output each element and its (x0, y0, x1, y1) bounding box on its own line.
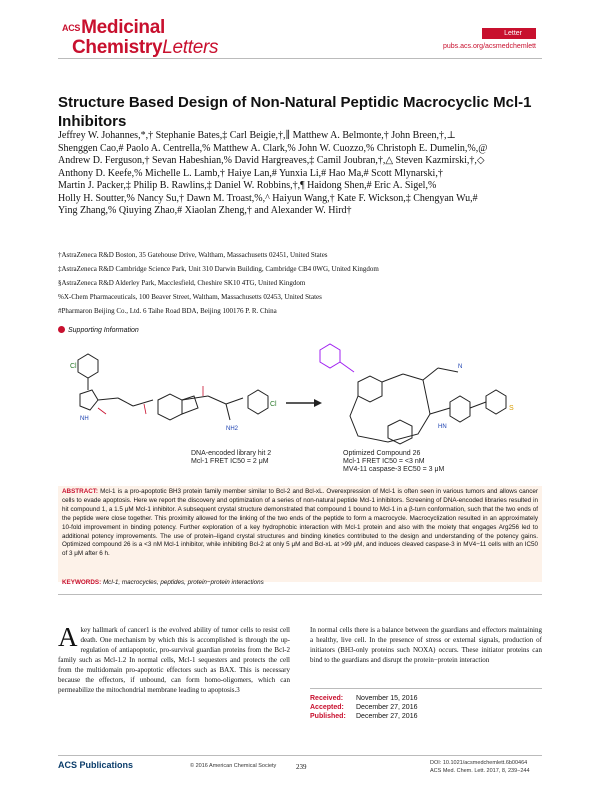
body-paragraph: key hallmark of cancer1 is the evolved ability of tumor cells to resist cell death. One mechanism by which this is accomplished is through the up-regulation of antiapoptotic, pro-survival guardian proteins from the Bcl-2 family such as Mcl-1.2 In normal cells, Mcl-1 sequesters and protects the cell from the multidomain pro-apoptotic effectors such as BAX. This is necessary because the effectors, if unbound, can form homo-oligomers, which can permeabilize the mitochondrial membrane leading to apoptosis.3 (58, 626, 290, 694)
body-column-left (58, 622, 290, 695)
journal-name-medicinal: Medicinal (81, 17, 165, 38)
nitrogen-atom-label: HN (438, 424, 447, 430)
copyright-notice: © 2016 American Chemical Society (190, 763, 277, 769)
journal-url[interactable]: pubs.acs.org/acsmedchemlett (443, 43, 536, 50)
sulfonylphenyl-ring (486, 390, 506, 414)
acs-publications-logo[interactable]: ACS Publications (58, 760, 134, 770)
journal-logo-line1 (62, 18, 165, 38)
toc-structures-svg (58, 338, 542, 488)
optimized-compound-cell-potency: MV4-11 caspase-3 EC50 = 3 μM (343, 466, 445, 473)
received-date (310, 694, 542, 703)
dates-divider (310, 688, 542, 689)
page-number: 239 (296, 763, 307, 771)
author-line: Holly H. Soutter,% Nancy Su,† Dawn M. Troast,%,^ Haiyun Wang,† Kate F. Wickson,‡ Chengyan Wu,# (58, 192, 478, 204)
piperidine-ring (450, 396, 470, 422)
hit-compound-structure (78, 354, 268, 420)
author-list (58, 130, 546, 218)
optimized-compound-potency: Mcl-1 FRET IC50 = <3 nM (343, 458, 425, 465)
journal-name-letters: Letters (162, 37, 219, 58)
abstract-text: Mcl-1 is a pro-apoptotic BH3 protein family member similar to Bcl-2 and Bcl-xL. Overexpression of Mcl-1 is often seen in various tumors and allows cancer cells to evade apoptosis. Here we report the discovery and optimization of a series of non-natural peptide Mcl-1 inhibitors. Screening of DNA-encoded libraries resulted in hit compound 1, a 1.5 μM Mcl-1 inhibitor. A subsequent crystal structure demonstrated that compound 1 bound to Mcl-1 in a β-turn conformation, such that the two ends of the peptide were close together. This proximity allowed for the linking of the two ends of the peptide to form a macrocycle. Macrocyclization resulted in an approximately 10-fold improvement in binding potency. Further exploration of a key hydrophobic interaction with Mcl-1 protein and also with the moiety that engages Arg256 led to additional potency improvements. The use of protein–ligand crystal structures and binding kinetics contributed to the design and understanding of the potency gains. Optimized compound 26 is a <3 nM Mcl-1 inhibitor, while inhibiting Bcl-2 at only 5 μM and Bcl-xL at >99 μM, and induces cleaved caspase-3 in MV4−11 cells with an IC50 of 3 μM after 6 h. (62, 488, 539, 558)
abstract-divider (58, 594, 542, 595)
hit-compound-potency: Mcl-1 FRET IC50 = 2 μM (191, 458, 269, 465)
published-label: Published: (310, 713, 346, 720)
citation-line: ACS Med. Chem. Lett. 2017, 8, 239−244 (430, 768, 530, 774)
journal-name-chemistry: Chemistry (72, 37, 163, 58)
header-divider (58, 58, 542, 59)
accepted-label: Accepted: (310, 704, 344, 711)
keywords-text: Mcl-1, macrocycles, peptides, protein−protein interactions (102, 579, 264, 586)
highlighted-phenyl-ring (320, 344, 340, 368)
accepted-date (310, 703, 542, 712)
received-value: November 15, 2016 (356, 695, 418, 702)
footer-divider (58, 755, 542, 756)
author-line: Anthony D. Keefe,% Michelle L. Lamb,† Haiye Lan,# Yunxia Li,# Hao Ma,# Scott Mlynarski,† (58, 167, 443, 179)
affiliation: †AstraZeneca R&D Boston, 35 Gatehouse Drive, Waltham, Massachusetts 02451, United States (58, 251, 328, 259)
article-type-badge: Letter (482, 28, 536, 39)
body-column-right (310, 625, 542, 665)
doi-link[interactable]: DOI: 10.1021/acsmedchemlett.6b00464 (430, 760, 528, 766)
chlorobenzyl-ring (248, 390, 268, 414)
accepted-value: December 27, 2016 (356, 704, 418, 711)
supporting-info-icon (58, 326, 65, 333)
affiliation: §AstraZeneca R&D Alderley Park, Macclesfield, Cheshire SK10 4TG, United Kingdom (58, 279, 306, 287)
journal-acs-mark: ACS (62, 23, 81, 33)
chlorine-atom-label: Cl (70, 363, 77, 370)
affiliation: ‡AstraZeneca R&D Cambridge Science Park, Unit 310 Darwin Building, Cambridge CB4 0WG, United Kingdom (58, 265, 379, 273)
author-line: Shenggen Cao,# Paolo A. Centrella,% Matthew A. Clark,% John W. Cuozzo,% Christoph E. Dumelin,%,@ (58, 142, 488, 154)
central-phenyl-ring (358, 376, 382, 402)
supporting-information-link[interactable] (58, 326, 139, 334)
hit-compound-title: DNA-encoded library hit 2 (191, 450, 272, 457)
chlorine-atom-label: Cl (270, 401, 277, 408)
keywords (62, 579, 538, 586)
optimized-compound-structure (320, 344, 506, 444)
optimized-compound-title: Optimized Compound 26 (343, 450, 421, 457)
author-line: Martin J. Packer,‡ Philip B. Rawlins,‡ Daniel W. Robbins,†,¶ Haidong Shen,# Eric A. Sigel,% (58, 180, 437, 191)
author-line: Ying Zhang,% Qiuying Zhao,# Xiaolan Zheng,† and Alexander W. Hird† (58, 205, 352, 216)
nitrogen-atom-label: NH2 (226, 426, 239, 432)
received-label: Received: (310, 695, 344, 702)
toc-graphic (58, 338, 542, 488)
journal-logo-line2 (72, 38, 218, 58)
indane-ring (388, 420, 412, 444)
sulfur-atom-label: S (509, 405, 514, 412)
published-value: December 27, 2016 (356, 713, 418, 720)
abstract (62, 488, 538, 559)
supporting-info-label: Supporting Information (68, 327, 139, 334)
indane-ring (158, 394, 182, 420)
nitrogen-atom-label: NH (80, 416, 89, 422)
affiliation: %X-Chem Pharmaceuticals, 100 Beaver Street, Waltham, Massachusetts 02453, United States (58, 293, 322, 301)
arrow-head (314, 399, 322, 407)
chlorophenyl-ring (78, 354, 98, 378)
author-line: Andrew D. Ferguson,† Sevan Habeshian,% David Hargreaves,‡ Camil Joubran,†,△ Steven Kazmirski,†,◇ (58, 155, 485, 166)
body-paragraph: In normal cells there is a balance between the guardians and effectors maintaining a healthy, live cell. In the presence of stress or external signals, production of initiators (BH3-only proteins such NOXA) occurs. These initiator proteins can bind to the guardians and disrupt the protein−protein interaction (310, 626, 542, 664)
article-dates (310, 694, 542, 721)
nitrogen-atom-label: N (458, 364, 463, 370)
macrocycle-ring (350, 380, 430, 442)
hit-compound-caption (191, 450, 271, 466)
abstract-heading: ABSTRACT: (62, 488, 99, 495)
author-line: Jeffrey W. Johannes,*,† Stephanie Bates,‡ Carl Beigie,†,∥ Matthew A. Belmonte,† John Breen,†,⊥ (58, 130, 456, 141)
drop-cap: A (58, 622, 78, 652)
affiliation: #Pharmaron Beijing Co., Ltd. 6 Taihe Road BDA, Beijing 100176 P. R. China (58, 307, 277, 315)
optimized-compound-caption (343, 450, 444, 474)
published-date (310, 712, 542, 721)
article-title: Structure Based Design of Non-Natural Peptidic Macrocyclic Mcl-1 Inhibitors (58, 94, 532, 130)
pyrrolidine-ring (80, 390, 98, 410)
keywords-heading: KEYWORDS: (62, 579, 102, 586)
